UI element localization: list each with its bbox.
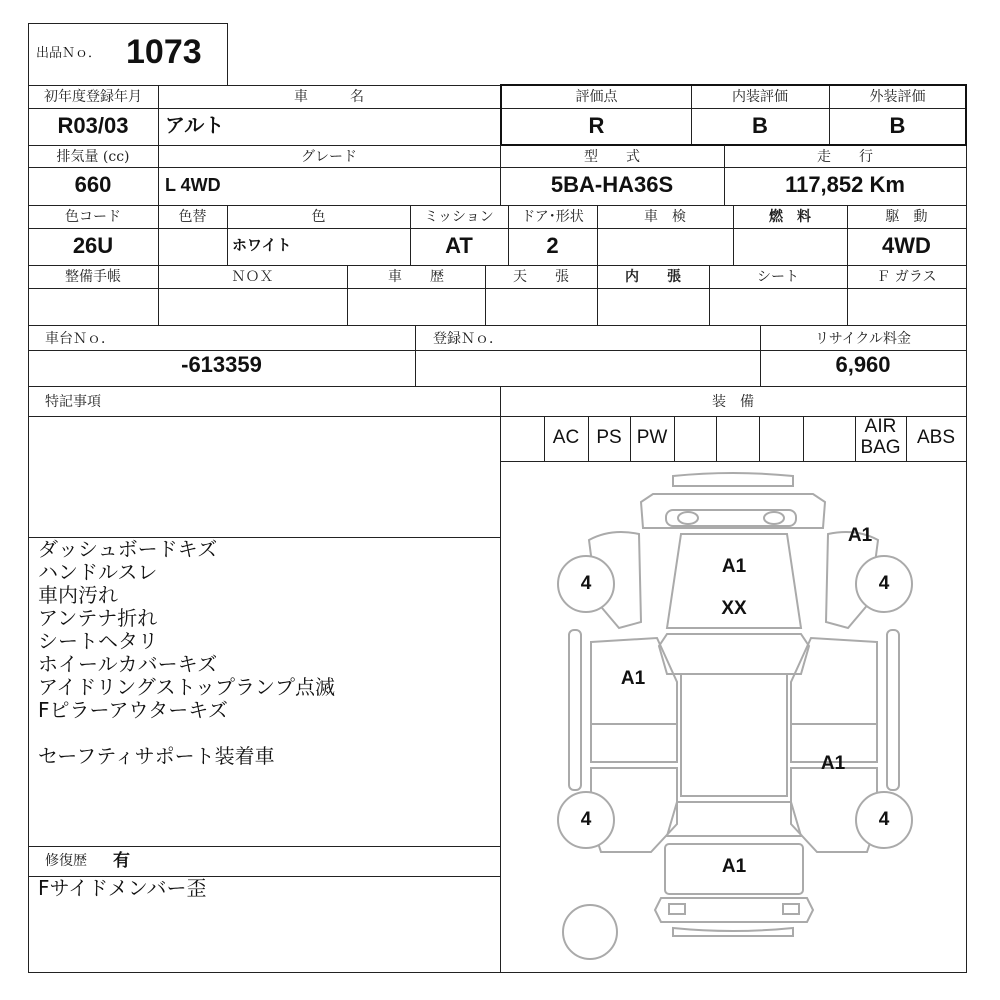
color-code-value: 26U	[72, 233, 114, 258]
color-label: 色	[311, 209, 326, 225]
equip-abs: ABS	[916, 427, 956, 448]
chassis-value: -613359	[181, 352, 262, 377]
color-value: ホワイト	[232, 237, 292, 254]
chassis-label: 車台Ｎｏ．	[45, 331, 115, 347]
door-value: 2	[546, 233, 559, 258]
ceiling-label: 天 張	[513, 269, 569, 285]
score-value: R	[588, 113, 605, 138]
car-name-value: アルト	[165, 115, 225, 137]
displacement-value: 660	[74, 172, 112, 197]
equip-airbag-1: AIR	[864, 416, 897, 437]
equip-ps: PS	[596, 427, 622, 448]
mileage-label: 走 行	[817, 149, 873, 165]
displacement-label: 排気量 (cc)	[56, 149, 130, 165]
repair-history-value: 有	[113, 851, 130, 871]
equipment-label: 装 備	[712, 394, 754, 410]
model-value: 5BA-HA36S	[550, 172, 674, 197]
equip-ac: AC	[552, 427, 580, 448]
car-name-label: 車 名	[294, 89, 364, 105]
remarks-label: 特記事項	[45, 394, 101, 410]
mission-value: AT	[445, 233, 473, 258]
color-code-label: 色コード	[65, 209, 121, 225]
right-rear-damage: A1	[820, 753, 846, 774]
maintenance-book-label: 整備手帳	[65, 269, 121, 285]
registration-label: 登録Ｎｏ．	[433, 331, 503, 347]
recycle-fee-label: リサイクル料金	[814, 331, 912, 347]
inspection-label: 車 検	[644, 209, 686, 225]
remark-line: セーフティサポート装着車	[38, 744, 275, 768]
score-label: 評価点	[575, 89, 618, 105]
exterior-score-value: B	[889, 113, 906, 138]
equip-airbag-2: BAG	[860, 437, 901, 458]
reg-year-label: 初年度登録年月	[44, 89, 142, 105]
seat-label: シート	[757, 269, 799, 285]
remark-line: 車内汚れ	[38, 583, 118, 607]
remark-line: ダッシュボードキズ	[38, 537, 218, 561]
car-damage-diagram	[501, 462, 966, 972]
right-door	[791, 638, 877, 762]
left-door	[591, 638, 677, 762]
spare-tire	[563, 905, 617, 959]
fuel-label: 燃 料	[769, 209, 811, 225]
rear-bumper	[655, 898, 813, 922]
windshield	[659, 634, 809, 674]
tire-rr-value: 4	[878, 809, 890, 830]
vehicle-history-label: 車 歴	[388, 269, 444, 285]
model-label: 型 式	[584, 149, 640, 165]
nox-label: ＮＯＸ	[231, 269, 274, 285]
lot-number-box	[36, 30, 226, 80]
mileage-value: 117,852 Km	[785, 172, 905, 197]
left-door-damage: A1	[620, 668, 646, 689]
inner-trim-label: 内 張	[625, 269, 681, 285]
tire-fr-value: 4	[878, 573, 890, 594]
reg-year-value: R03/03	[57, 113, 129, 138]
interior-score-label: 内装評価	[732, 89, 788, 105]
right-headlight	[764, 512, 784, 524]
hood-damage-1: A1	[721, 556, 747, 577]
remark-line: ホイールカバーキズ	[38, 652, 218, 676]
grade-label: グレード	[301, 149, 357, 165]
interior-score-value: B	[752, 113, 768, 138]
repair-detail: Fサイドメンバー歪	[38, 876, 207, 900]
recycle-fee-value: 6,960	[835, 352, 891, 377]
lot-label: 出品Ｎｏ．	[36, 46, 102, 61]
remark-line: アイドリングストップランプ点滅	[38, 675, 335, 699]
mission-label: ミッション	[424, 209, 494, 225]
door-label: ドア･形状	[521, 209, 584, 225]
lot-number: 1073	[126, 33, 202, 71]
remark-line: ハンドルスレ	[38, 560, 158, 584]
remark-line: シートヘタリ	[38, 629, 158, 653]
hood-damage-2: XX	[721, 598, 747, 619]
equip-pw: PW	[636, 427, 668, 448]
front-bumper	[673, 473, 793, 486]
roof	[681, 674, 787, 796]
tire-rl-value: 4	[580, 809, 592, 830]
front-glass-label: Ｆ ガラス	[876, 269, 937, 285]
left-headlight	[678, 512, 698, 524]
remark-line: Fピラーアウターキズ	[38, 698, 228, 722]
drive-label: 駆 動	[885, 209, 928, 225]
exterior-score-label: 外装評価	[869, 89, 926, 105]
front-right-damage: A1	[847, 525, 873, 546]
repair-history-label: 修復歴	[45, 853, 87, 869]
rear-damage: A1	[721, 856, 747, 877]
tire-fl-value: 4	[580, 573, 592, 594]
recolor-label: 色替	[178, 209, 207, 225]
grade-value: L 4WD	[165, 175, 221, 195]
remark-line: アンテナ折れ	[38, 606, 158, 630]
rear-window	[667, 802, 801, 836]
drive-value: 4WD	[882, 233, 931, 258]
